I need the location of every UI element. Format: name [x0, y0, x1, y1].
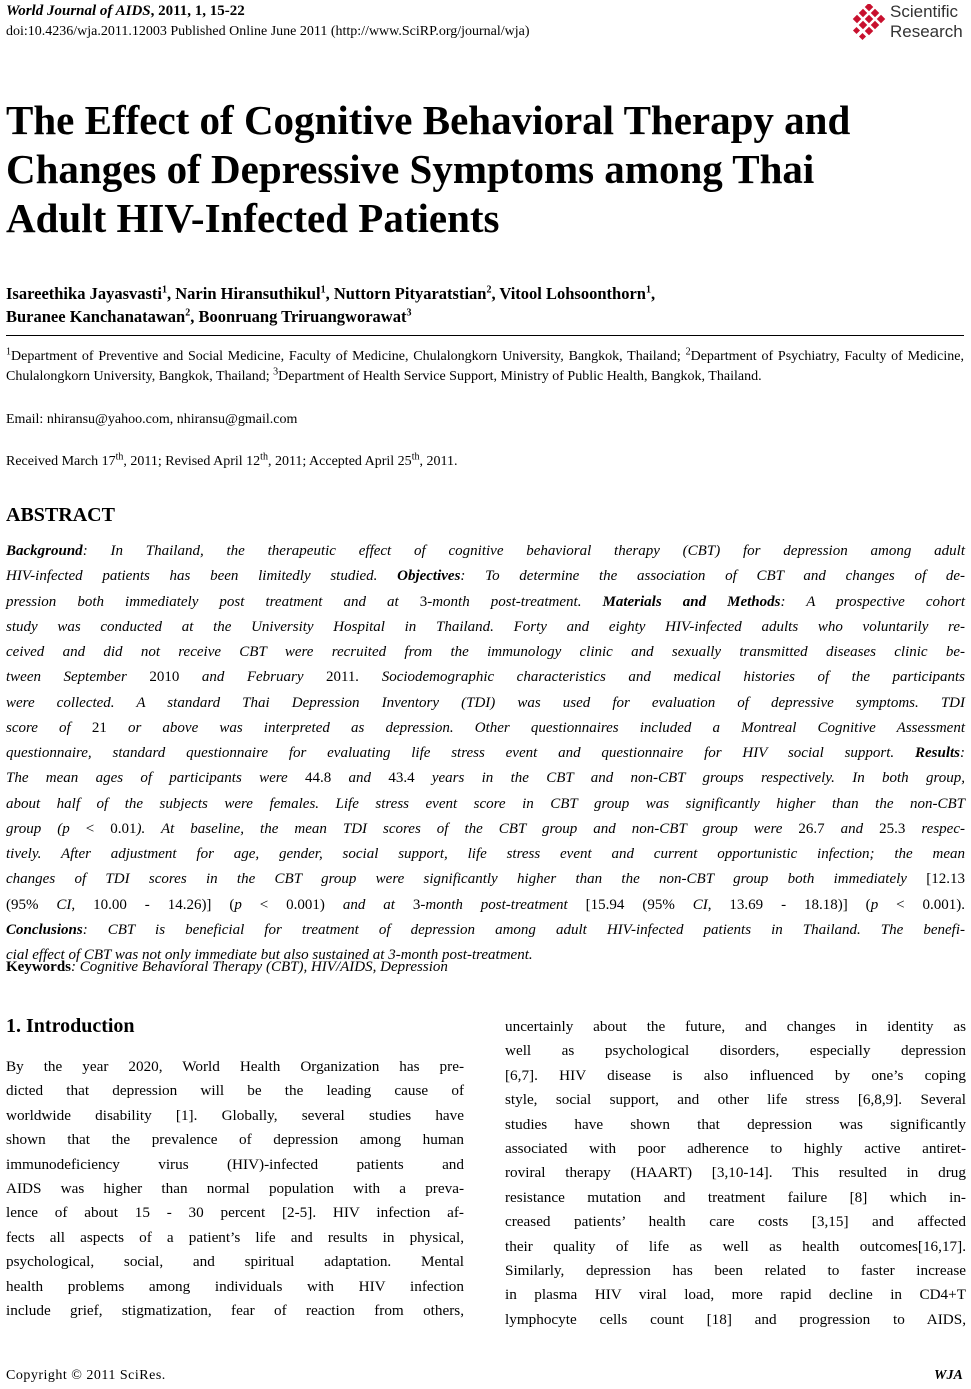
affiliations: $^1$Department of Preventive and Social Medicine, Faculty of Medicine, Chulalongkorn University, Bangkok, Thailand; $^2$Department of Psychiatry, Faculty of Medicine, Chulalongkorn University, Bangkok, Thailand; $^3$Department of Health Service Support, Ministry of Public Health, Bangkok, Thailand.: [6, 346, 964, 384]
body-line: lymphocyte cells count [18] and progression to AIDS,: [505, 1310, 966, 1328]
body-line: immunodeficiency virus (HIV)-infected patients and: [6, 1155, 464, 1173]
body-line: uncertainly about the future, and changes in identity as: [505, 1018, 966, 1035]
title-line: The Effect of Cognitive Behavioral Therapy and: [6, 97, 851, 143]
author-line: Isareethika Jayasvasti$^1$, Narin Hiransuthikul$^1$, Nuttorn Pityaratstian$^2$, Vitool Lohsoonthorn$^1$,: [6, 284, 656, 303]
abstract-line: HIV-infected patients has been limitedly studied. Objectives: To determine the association of CBT and changes of de-: [6, 568, 965, 585]
abstract-line: about half of the subjects were females. Life stress event score in CBT group was significantly higher than the non-CBT: [6, 795, 965, 812]
intro-right-column: [505, 1015, 966, 1332]
body-line: style, social support, and other life stress [6,8,9]. Several: [505, 1091, 966, 1109]
copyright-footer: Copyright © 2011 SciRes.: [6, 1368, 166, 1383]
abstract-line: Conclusions: CBT is beneficial for treatment of depression among adult HIV-infected patients in Thailand. The benefi-: [6, 921, 965, 938]
journal-name: World Journal of AIDS: [6, 3, 151, 19]
body-line: health problems among individuals with HIV infection: [6, 1277, 464, 1295]
abstract-line: changes of TDI scores in the CBT group were significantly higher than the non-CBT group both immediately [12.13: [6, 871, 965, 888]
title-line: Changes of Depressive Symptoms among Thai: [6, 146, 815, 192]
body-line: shown that the prevalence of depression among human: [6, 1131, 464, 1149]
logo-text: Scientific Research: [890, 2, 963, 41]
body-line: studies have shown that depression was significantly: [505, 1115, 966, 1133]
author-list: [6, 282, 966, 328]
abstract-heading: ABSTRACT: [6, 504, 115, 526]
journal-header: [6, 2, 245, 20]
doi-line: doi:10.4236/wja.2011.12003 Published Online June 2011 (http://www.SciRP.org/journal/wja): [6, 24, 530, 39]
body-line: roviral therapy (HAART) [3,10-14]. This resulted in drug: [505, 1164, 966, 1182]
abstract-line: Background: In Thailand, the therapeutic effect of cognitive behavioral therapy (CBT) for depression among adult: [6, 543, 965, 559]
body-line: well as psychological disorders, especially depression: [505, 1042, 966, 1060]
publisher-logo: [850, 2, 968, 44]
journal-details: , 2011, 1, 15-22: [150, 3, 245, 19]
abstract-line: cial effect of CBT was not only immediate but also sustained at 3-month post-treatment.: [6, 947, 533, 963]
section-heading: 1. Introduction: [6, 1015, 135, 1037]
abstract-line: score of 21 or above was interpreted as depression. Other questionnaires included a Montreal Cognitive Assessment: [6, 719, 966, 736]
abstract-line: study was conducted at the University Hospital in Thailand. Forty and eighty HIV-infected adults who voluntarily re-: [6, 618, 965, 635]
abstract-line: questionnaire, standard questionnaire for evaluating life stress event and questionnaire for HIV social support. Results:: [6, 745, 965, 761]
body-line: AIDS was higher than normal population with a preva-: [6, 1179, 464, 1197]
body-line: fects all aspects of a patient’s life and results in physical,: [6, 1228, 464, 1246]
author-line: Buranee Kanchanatawan$^2$, Boonruang Triruangworawat$^3$: [6, 307, 412, 326]
received-dates: Received March 17th, 2011; Revised April 12th, 2011; Accepted April 25th, 2011.: [6, 451, 458, 469]
body-line: worldwide disability [1]. Globally, several studies have: [6, 1106, 464, 1124]
body-line: Similarly, depression has been related to faster increase: [505, 1261, 966, 1279]
body-line: dicted that depression will be the leading cause of: [6, 1082, 464, 1100]
abstract-line: (95% CI, 10.00 - 14.26)] (p < 0.001) and at 3-month post-treatment [15.94 (95% CI, 13.69 - 18.18)] (p < 0.001).: [6, 896, 965, 913]
body-line: their quality of life as well as health outcomes[16,17].: [505, 1237, 966, 1255]
abstract-line: pression both immediately post treatment and at 3-month post-treatment. Materials and Methods: A prospective cohort: [6, 593, 965, 610]
body-line: in plasma HIV viral load, more rapid decline in CD4+T: [505, 1286, 966, 1304]
body-line: [6,7]. HIV disease is also influenced by one’s coping: [505, 1066, 966, 1084]
abstract-line: tween September 2010 and February 2011. Sociodemographic characteristics and medical histories of the participants: [6, 669, 965, 686]
paper-title: [6, 96, 966, 243]
body-line: associated with poor adherence to highly active antiret-: [505, 1139, 966, 1157]
abstract-line: tively. After adjustment for age, gender, social support, life stress event and current opportunistic infection; the mean: [6, 846, 965, 862]
body-line: creased patients’ health care costs [3,15] and affected: [505, 1213, 966, 1231]
abstract-body: [6, 539, 965, 968]
body-line: psychological, social, and spiritual adaptation. Mental: [6, 1253, 464, 1271]
email-line: Email: nhiransu@yahoo.com, nhiransu@gmail.com: [6, 412, 298, 427]
abstract-line: group (p < 0.01). At baseline, the mean TDI scores of the CBT group and non-CBT group were 26.7 and 25.3 respec-: [6, 820, 965, 837]
body-line: resistance mutation and treatment failure [8] which in-: [505, 1188, 966, 1206]
body-line: By the year 2020, World Health Organization has pre-: [6, 1058, 464, 1075]
intro-left-column: [6, 1055, 464, 1323]
title-line: Adult HIV-Infected Patients: [6, 195, 500, 241]
logo-mark-icon: [850, 4, 888, 44]
journal-abbrev-footer: WJA: [934, 1368, 963, 1383]
keywords: Keywords: Cognitive Behavioral Therapy (CBT), HIV/AIDS, Depression: [6, 959, 448, 975]
abstract-line: were collected. A standard Thai Depression Inventory (TDI) was used for evaluation of depressive symptoms. TDI: [6, 694, 965, 711]
body-line: lence of about 15 - 30 percent [2-5]. HIV infection af-: [6, 1204, 464, 1222]
body-line: include grief, stigmatization, fear of reaction from others,: [6, 1301, 464, 1319]
divider: [6, 335, 964, 336]
abstract-line: The mean ages of participants were 44.8 and 43.4 years in the CBT and non-CBT groups respectively. In both group,: [6, 770, 965, 787]
abstract-line: ceived and did not receive CBT were recruited from the immunology clinic and sexually transmitted diseases clinic be-: [6, 644, 965, 660]
